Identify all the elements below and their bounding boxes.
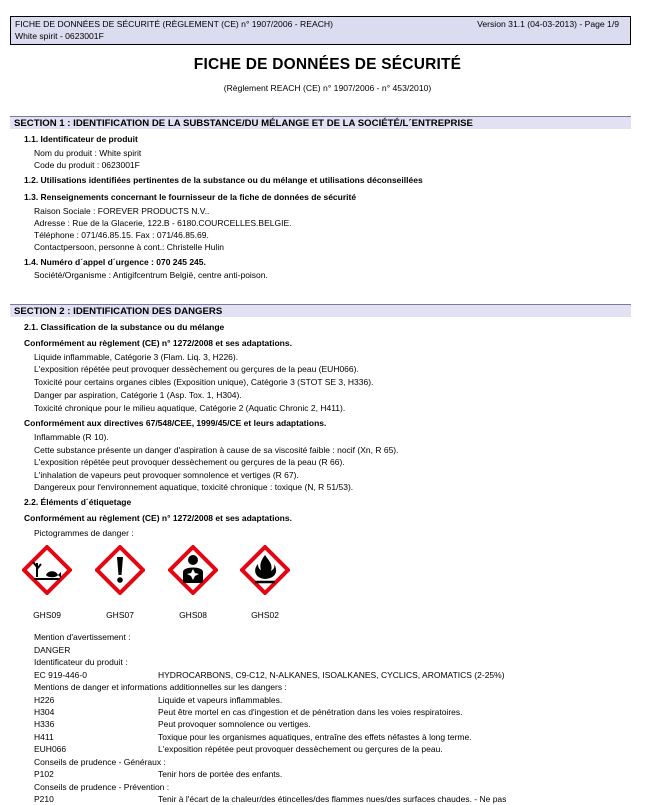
hazard-code: H336 xyxy=(34,719,55,729)
s11-heading: 1.1. Identificateur de produit xyxy=(24,134,138,144)
hazard-text: L'exposition répétée peut provoquer dessèchement ou gerçures de la peau. xyxy=(158,744,443,754)
substance-name: HYDROCARBONS, C9-C12, N-ALKANES, ISOALKANES, CYCLICS, AROMATICS (2-25%) xyxy=(158,670,505,680)
clp-line: L'exposition répétée peut provoquer dessèchement ou gerçures de la peau (EUH066). xyxy=(34,364,359,374)
signal-word: DANGER xyxy=(34,645,71,655)
health-hazard-pictogram-icon xyxy=(168,545,218,595)
product-code: Code du produit : 0623001F xyxy=(34,160,140,170)
precaution-text: Tenir hors de portée des enfants. xyxy=(158,769,283,779)
ec-number: EC 919-446-0 xyxy=(34,670,87,680)
precaution-text: Tenir à l'écart de la chaleur/des étincelles/des flammes nues/des surfaces chaudes. - Ne pas xyxy=(158,794,507,804)
header-product: White spirit - 0623001F xyxy=(15,31,104,41)
hazard-text: Toxique pour les organismes aquatiques, entraîne des effets néfastes à long terme. xyxy=(158,732,472,742)
hazard-code: EUH066 xyxy=(34,744,67,754)
pictogram-code: GHS09 xyxy=(33,610,61,620)
signal-word-label: Mention d'avertissement : xyxy=(34,632,131,642)
pictogram-code: GHS07 xyxy=(106,610,134,620)
s12-heading: 1.2. Utilisations identifiées pertinentes de la substance ou du mélange et utilisations déconseillées xyxy=(24,175,423,185)
hazard-code: H411 xyxy=(34,732,54,742)
pictograms-label: Pictogrammes de danger : xyxy=(34,528,134,538)
environment-pictogram-icon xyxy=(22,545,72,595)
precautionary-general-label: Conseils de prudence - Généraux : xyxy=(34,757,166,767)
s21-heading: 2.1. Classification de la substance ou du mélange xyxy=(24,322,225,332)
dsd-line: Dangereux pour l'environnement aquatique, toxicité chronique : toxique (N, R 51/53). xyxy=(34,482,354,492)
s14-heading: 1.4. Numéro d´appel d´urgence : 070 245 245. xyxy=(24,257,206,267)
emergency-org: Société/Organisme : Antigifcentrum België, centre anti-poison. xyxy=(34,270,268,280)
hazard-code: H304 xyxy=(34,707,55,717)
hazard-text: Peut provoquer somnolence ou vertiges. xyxy=(158,719,311,729)
precautionary-prevention-label: Conseils de prudence - Prévention : xyxy=(34,782,170,792)
hazard-text: Liquide et vapeurs inflammables. xyxy=(158,695,283,705)
section-1-heading: SECTION 1 : IDENTIFICATION DE LA SUBSTANCE/DU MÉLANGE ET DE LA SOCIÉTÉ/L´ENTREPRISE xyxy=(10,116,631,129)
s22-heading: 2.2. Éléments d´étiquetage xyxy=(24,497,132,507)
labelling-regulation-heading: Conformément au règlement (CE) n° 1272/2008 et ses adaptations. xyxy=(24,513,292,523)
document-header xyxy=(10,16,631,45)
hazard-statements-label: Mentions de danger et informations additionnelles sur les dangers : xyxy=(34,682,287,692)
exclamation-pictogram-icon xyxy=(95,545,145,595)
precaution-code: P102 xyxy=(34,769,54,779)
supplier-name: Raison Sociale : FOREVER PRODUCTS N.V.. xyxy=(34,206,210,216)
product-identifier-label: Identificateur du produit : xyxy=(34,657,128,667)
s13-heading: 1.3. Renseignements concernant le fournisseur de la fiche de données de sécurité xyxy=(24,192,357,202)
dsd-regulation-heading: Conformément aux directives 67/548/CEE, 1999/45/CE et leurs adaptations. xyxy=(24,418,327,428)
clp-line: Toxicité pour certains organes cibles (Exposition unique), Catégorie 3 (STOT SE 3, H336). xyxy=(34,377,374,387)
flame-pictogram-icon xyxy=(240,545,290,595)
clp-line: Toxicité chronique pour le milieu aquatique, Catégorie 2 (Aquatic Chronic 2, H411). xyxy=(34,403,346,413)
section-2-heading: SECTION 2 : IDENTIFICATION DES DANGERS xyxy=(10,304,631,317)
header-version: Version 31.1 (04-03-2013) - Page 1/9 xyxy=(477,19,619,29)
dsd-line: Cette substance présente un danger d'aspiration à cause de sa viscosité faible : nocif (Xn, R 65). xyxy=(34,445,399,455)
product-name: Nom du produit : White spirit xyxy=(34,148,142,158)
supplier-contact: Contactpersoon, personne à cont.: Christelle Hulin xyxy=(34,242,224,252)
page-title: FICHE DE DONNÉES DE SÉCURITÉ xyxy=(193,56,462,73)
supplier-address: Adresse : Rue de la Glacerie, 122.B - 6180.COURCELLES.BELGIE. xyxy=(34,218,292,228)
clp-line: Liquide inflammable, Catégorie 3 (Flam. Liq. 3, H226). xyxy=(34,352,239,362)
dsd-line: Inflammable (R 10). xyxy=(34,432,109,442)
header-title: FICHE DE DONNÉES DE SÉCURITÉ (RÈGLEMENT (CE) n° 1907/2006 - REACH) xyxy=(15,19,333,29)
pictogram-code: GHS02 xyxy=(251,610,279,620)
dsd-line: L'inhalation de vapeurs peut provoquer somnolence et vertiges (R 67). xyxy=(34,470,299,480)
supplier-phone: Téléphone : 071/46.85.15. Fax : 071/46.85.69. xyxy=(34,230,209,240)
clp-regulation-heading: Conformément au règlement (CE) n° 1272/2008 et ses adaptations. xyxy=(24,338,292,348)
pictogram-code: GHS08 xyxy=(179,610,207,620)
hazard-text: Peut être mortel en cas d'ingestion et de pénétration dans les voies respiratoires. xyxy=(158,707,463,717)
page-subtitle: (Règlement REACH (CE) n° 1907/2006 - n° 453/2010) xyxy=(223,83,432,93)
dsd-line: L'exposition répétée peut provoquer dessèchement ou gerçures de la peau (R 66). xyxy=(34,457,345,467)
precaution-code: P210 xyxy=(34,794,54,804)
clp-line: Danger par aspiration, Catégorie 1 (Asp. Tox. 1, H304). xyxy=(34,390,242,400)
hazard-code: H226 xyxy=(34,695,55,705)
